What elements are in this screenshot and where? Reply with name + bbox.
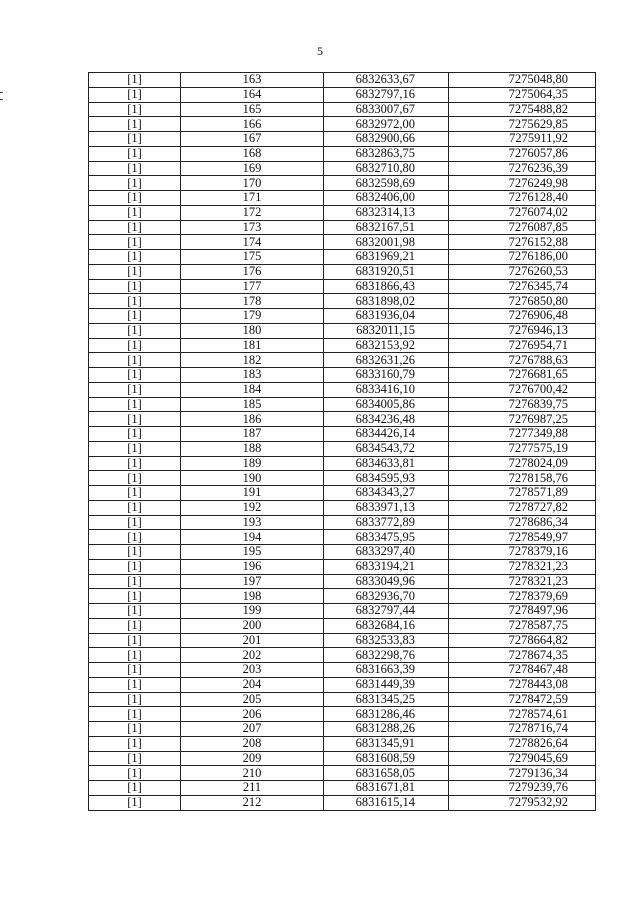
table-row <box>89 220 596 235</box>
point-number-cell: 179 <box>181 309 324 324</box>
y-coordinate-cell: 7278826,64 <box>449 736 596 751</box>
y-coordinate-cell: 7276236,39 <box>449 161 596 176</box>
table-row <box>89 353 596 368</box>
table-row <box>89 456 596 471</box>
point-number-cell: 191 <box>181 486 324 501</box>
y-coordinate-cell: 7279136,34 <box>449 766 596 781</box>
point-number-cell: 203 <box>181 663 324 678</box>
table-row <box>89 176 596 191</box>
point-number-cell: 200 <box>181 618 324 633</box>
zone-ref-cell: [1] <box>89 102 181 117</box>
point-number-cell: 185 <box>181 397 324 412</box>
table-row <box>89 412 596 427</box>
y-coordinate-cell: 7278443,08 <box>449 677 596 692</box>
x-coordinate-cell: 6832153,92 <box>324 338 449 353</box>
x-coordinate-cell: 6832298,76 <box>324 648 449 663</box>
table-row <box>89 559 596 574</box>
x-coordinate-cell: 6832598,69 <box>324 176 449 191</box>
x-coordinate-cell: 6832863,75 <box>324 146 449 161</box>
coordinates-table <box>88 72 596 811</box>
zone-ref-cell: [1] <box>89 309 181 324</box>
x-coordinate-cell: 6833416,10 <box>324 382 449 397</box>
point-number-cell: 166 <box>181 117 324 132</box>
y-coordinate-cell: 7278379,69 <box>449 589 596 604</box>
table-row <box>89 294 596 309</box>
point-number-cell: 175 <box>181 250 324 265</box>
x-coordinate-cell: 6834005,86 <box>324 397 449 412</box>
table-row <box>89 427 596 442</box>
x-coordinate-cell: 6833160,79 <box>324 368 449 383</box>
y-coordinate-cell: 7276850,80 <box>449 294 596 309</box>
point-number-cell: 167 <box>181 132 324 147</box>
x-coordinate-cell: 6832167,51 <box>324 220 449 235</box>
zone-ref-cell: [1] <box>89 397 181 412</box>
y-coordinate-cell: 7278549,97 <box>449 530 596 545</box>
x-coordinate-cell: 6832533,83 <box>324 633 449 648</box>
x-coordinate-cell: 6831345,25 <box>324 692 449 707</box>
point-number-cell: 205 <box>181 692 324 707</box>
point-number-cell: 210 <box>181 766 324 781</box>
table-row <box>89 589 596 604</box>
table-row <box>89 73 596 88</box>
zone-ref-cell: [1] <box>89 412 181 427</box>
zone-ref-cell: [1] <box>89 559 181 574</box>
table-row <box>89 235 596 250</box>
zone-ref-cell: [1] <box>89 294 181 309</box>
zone-ref-cell: [1] <box>89 353 181 368</box>
zone-ref-cell: [1] <box>89 722 181 737</box>
table-row <box>89 191 596 206</box>
zone-ref-cell: [1] <box>89 618 181 633</box>
zone-ref-cell: [1] <box>89 456 181 471</box>
x-coordinate-cell: 6833971,13 <box>324 500 449 515</box>
zone-ref-cell: [1] <box>89 382 181 397</box>
zone-ref-cell: [1] <box>89 279 181 294</box>
zone-ref-cell: [1] <box>89 87 181 102</box>
point-number-cell: 173 <box>181 220 324 235</box>
point-number-cell: 178 <box>181 294 324 309</box>
zone-ref-cell: [1] <box>89 633 181 648</box>
y-coordinate-cell: 7278024,09 <box>449 456 596 471</box>
point-number-cell: 172 <box>181 205 324 220</box>
y-coordinate-cell: 7276345,74 <box>449 279 596 294</box>
point-number-cell: 182 <box>181 353 324 368</box>
y-coordinate-cell: 7276700,42 <box>449 382 596 397</box>
y-coordinate-cell: 7276087,85 <box>449 220 596 235</box>
x-coordinate-cell: 6832972,00 <box>324 117 449 132</box>
x-coordinate-cell: 6831671,81 <box>324 781 449 796</box>
coordinates-table-body <box>89 73 596 811</box>
table-row <box>89 766 596 781</box>
x-coordinate-cell: 6833772,89 <box>324 515 449 530</box>
table-row <box>89 132 596 147</box>
y-coordinate-cell: 7276186,00 <box>449 250 596 265</box>
x-coordinate-cell: 6831286,46 <box>324 707 449 722</box>
table-row <box>89 692 596 707</box>
point-number-cell: 174 <box>181 235 324 250</box>
point-number-cell: 193 <box>181 515 324 530</box>
point-number-cell: 204 <box>181 677 324 692</box>
x-coordinate-cell: 6831658,05 <box>324 766 449 781</box>
zone-ref-cell: [1] <box>89 751 181 766</box>
point-number-cell: 176 <box>181 264 324 279</box>
point-number-cell: 211 <box>181 781 324 796</box>
x-coordinate-cell: 6832797,16 <box>324 87 449 102</box>
y-coordinate-cell: 7276260,53 <box>449 264 596 279</box>
zone-ref-cell: [1] <box>89 161 181 176</box>
point-number-cell: 188 <box>181 441 324 456</box>
zone-ref-cell: [1] <box>89 427 181 442</box>
point-number-cell: 163 <box>181 73 324 88</box>
point-number-cell: 207 <box>181 722 324 737</box>
table-row <box>89 471 596 486</box>
point-number-cell: 184 <box>181 382 324 397</box>
y-coordinate-cell: 7276128,40 <box>449 191 596 206</box>
x-coordinate-cell: 6833194,21 <box>324 559 449 574</box>
x-coordinate-cell: 6833475,95 <box>324 530 449 545</box>
y-coordinate-cell: 7277349,88 <box>449 427 596 442</box>
point-number-cell: 170 <box>181 176 324 191</box>
table-row <box>89 736 596 751</box>
zone-ref-cell: [1] <box>89 707 181 722</box>
table-row <box>89 707 596 722</box>
zone-ref-cell: [1] <box>89 441 181 456</box>
zone-ref-cell: [1] <box>89 781 181 796</box>
y-coordinate-cell: 7278574,61 <box>449 707 596 722</box>
x-coordinate-cell: 6832936,70 <box>324 589 449 604</box>
y-coordinate-cell: 7278321,23 <box>449 574 596 589</box>
x-coordinate-cell: 6832314,13 <box>324 205 449 220</box>
x-coordinate-cell: 6832797,44 <box>324 604 449 619</box>
x-coordinate-cell: 6832633,67 <box>324 73 449 88</box>
y-coordinate-cell: 7275048,80 <box>449 73 596 88</box>
y-coordinate-cell: 7279045,69 <box>449 751 596 766</box>
zone-ref-cell: [1] <box>89 677 181 692</box>
x-coordinate-cell: 6832011,15 <box>324 323 449 338</box>
zone-ref-cell: [1] <box>89 368 181 383</box>
point-number-cell: 209 <box>181 751 324 766</box>
point-number-cell: 164 <box>181 87 324 102</box>
point-number-cell: 202 <box>181 648 324 663</box>
table-row <box>89 618 596 633</box>
y-coordinate-cell: 7276906,48 <box>449 309 596 324</box>
point-number-cell: 206 <box>181 707 324 722</box>
table-row <box>89 751 596 766</box>
scan-margin-mark <box>0 92 3 93</box>
point-number-cell: 169 <box>181 161 324 176</box>
y-coordinate-cell: 7275064,35 <box>449 87 596 102</box>
point-number-cell: 187 <box>181 427 324 442</box>
table-row <box>89 250 596 265</box>
zone-ref-cell: [1] <box>89 132 181 147</box>
y-coordinate-cell: 7276954,71 <box>449 338 596 353</box>
x-coordinate-cell: 6834426,14 <box>324 427 449 442</box>
table-row <box>89 309 596 324</box>
zone-ref-cell: [1] <box>89 574 181 589</box>
point-number-cell: 171 <box>181 191 324 206</box>
zone-ref-cell: [1] <box>89 220 181 235</box>
x-coordinate-cell: 6833007,67 <box>324 102 449 117</box>
x-coordinate-cell: 6831288,26 <box>324 722 449 737</box>
x-coordinate-cell: 6834236,48 <box>324 412 449 427</box>
page-number: 5 <box>317 44 323 58</box>
y-coordinate-cell: 7278674,35 <box>449 648 596 663</box>
point-number-cell: 189 <box>181 456 324 471</box>
y-coordinate-cell: 7275488,82 <box>449 102 596 117</box>
point-number-cell: 165 <box>181 102 324 117</box>
zone-ref-cell: [1] <box>89 176 181 191</box>
point-number-cell: 183 <box>181 368 324 383</box>
table-row <box>89 663 596 678</box>
zone-ref-cell: [1] <box>89 795 181 810</box>
x-coordinate-cell: 6831663,39 <box>324 663 449 678</box>
y-coordinate-cell: 7275629,85 <box>449 117 596 132</box>
zone-ref-cell: [1] <box>89 589 181 604</box>
x-coordinate-cell: 6834633,81 <box>324 456 449 471</box>
table-row <box>89 677 596 692</box>
y-coordinate-cell: 7278571,89 <box>449 486 596 501</box>
x-coordinate-cell: 6834595,93 <box>324 471 449 486</box>
x-coordinate-cell: 6831969,21 <box>324 250 449 265</box>
y-coordinate-cell: 7278686,34 <box>449 515 596 530</box>
x-coordinate-cell: 6833297,40 <box>324 545 449 560</box>
scan-margin-mark <box>0 99 3 100</box>
table-row <box>89 486 596 501</box>
y-coordinate-cell: 7278472,59 <box>449 692 596 707</box>
y-coordinate-cell: 7276152,88 <box>449 235 596 250</box>
table-row <box>89 648 596 663</box>
x-coordinate-cell: 6831866,43 <box>324 279 449 294</box>
zone-ref-cell: [1] <box>89 515 181 530</box>
zone-ref-cell: [1] <box>89 146 181 161</box>
y-coordinate-cell: 7279532,92 <box>449 795 596 810</box>
zone-ref-cell: [1] <box>89 692 181 707</box>
y-coordinate-cell: 7278497,96 <box>449 604 596 619</box>
y-coordinate-cell: 7276987,25 <box>449 412 596 427</box>
zone-ref-cell: [1] <box>89 530 181 545</box>
zone-ref-cell: [1] <box>89 205 181 220</box>
zone-ref-cell: [1] <box>89 486 181 501</box>
y-coordinate-cell: 7276681,65 <box>449 368 596 383</box>
point-number-cell: 168 <box>181 146 324 161</box>
zone-ref-cell: [1] <box>89 338 181 353</box>
zone-ref-cell: [1] <box>89 736 181 751</box>
y-coordinate-cell: 7279239,76 <box>449 781 596 796</box>
point-number-cell: 212 <box>181 795 324 810</box>
table-row <box>89 87 596 102</box>
table-row <box>89 117 596 132</box>
table-row <box>89 102 596 117</box>
zone-ref-cell: [1] <box>89 545 181 560</box>
y-coordinate-cell: 7276074,02 <box>449 205 596 220</box>
zone-ref-cell: [1] <box>89 604 181 619</box>
table-row <box>89 338 596 353</box>
table-row <box>89 722 596 737</box>
table-row <box>89 264 596 279</box>
x-coordinate-cell: 6831345,91 <box>324 736 449 751</box>
y-coordinate-cell: 7276788,63 <box>449 353 596 368</box>
y-coordinate-cell: 7275911,92 <box>449 132 596 147</box>
table-row <box>89 205 596 220</box>
zone-ref-cell: [1] <box>89 73 181 88</box>
point-number-cell: 190 <box>181 471 324 486</box>
x-coordinate-cell: 6831615,14 <box>324 795 449 810</box>
zone-ref-cell: [1] <box>89 648 181 663</box>
point-number-cell: 196 <box>181 559 324 574</box>
y-coordinate-cell: 7276249,98 <box>449 176 596 191</box>
table-row <box>89 146 596 161</box>
zone-ref-cell: [1] <box>89 323 181 338</box>
table-row <box>89 633 596 648</box>
point-number-cell: 194 <box>181 530 324 545</box>
x-coordinate-cell: 6832406,00 <box>324 191 449 206</box>
point-number-cell: 195 <box>181 545 324 560</box>
y-coordinate-cell: 7278727,82 <box>449 500 596 515</box>
table-row <box>89 279 596 294</box>
zone-ref-cell: [1] <box>89 663 181 678</box>
y-coordinate-cell: 7278379,16 <box>449 545 596 560</box>
zone-ref-cell: [1] <box>89 471 181 486</box>
point-number-cell: 181 <box>181 338 324 353</box>
x-coordinate-cell: 6832900,66 <box>324 132 449 147</box>
point-number-cell: 208 <box>181 736 324 751</box>
point-number-cell: 186 <box>181 412 324 427</box>
x-coordinate-cell: 6834543,72 <box>324 441 449 456</box>
y-coordinate-cell: 7276839,75 <box>449 397 596 412</box>
table-row <box>89 530 596 545</box>
x-coordinate-cell: 6831898,02 <box>324 294 449 309</box>
x-coordinate-cell: 6833049,96 <box>324 574 449 589</box>
table-row <box>89 323 596 338</box>
table-row <box>89 161 596 176</box>
point-number-cell: 197 <box>181 574 324 589</box>
x-coordinate-cell: 6832631,26 <box>324 353 449 368</box>
y-coordinate-cell: 7278716,74 <box>449 722 596 737</box>
table-row <box>89 441 596 456</box>
point-number-cell: 198 <box>181 589 324 604</box>
y-coordinate-cell: 7277575,19 <box>449 441 596 456</box>
zone-ref-cell: [1] <box>89 191 181 206</box>
y-coordinate-cell: 7278587,75 <box>449 618 596 633</box>
x-coordinate-cell: 6832001,98 <box>324 235 449 250</box>
y-coordinate-cell: 7276057,86 <box>449 146 596 161</box>
y-coordinate-cell: 7278664,82 <box>449 633 596 648</box>
zone-ref-cell: [1] <box>89 264 181 279</box>
zone-ref-cell: [1] <box>89 250 181 265</box>
point-number-cell: 201 <box>181 633 324 648</box>
table-row <box>89 382 596 397</box>
zone-ref-cell: [1] <box>89 235 181 250</box>
x-coordinate-cell: 6831608,59 <box>324 751 449 766</box>
zone-ref-cell: [1] <box>89 117 181 132</box>
table-row <box>89 795 596 810</box>
x-coordinate-cell: 6834343,27 <box>324 486 449 501</box>
table-row <box>89 604 596 619</box>
table-row <box>89 500 596 515</box>
y-coordinate-cell: 7278158,76 <box>449 471 596 486</box>
point-number-cell: 199 <box>181 604 324 619</box>
y-coordinate-cell: 7278467,48 <box>449 663 596 678</box>
x-coordinate-cell: 6831449,39 <box>324 677 449 692</box>
table-row <box>89 397 596 412</box>
x-coordinate-cell: 6831936,04 <box>324 309 449 324</box>
table-row <box>89 545 596 560</box>
x-coordinate-cell: 6832684,16 <box>324 618 449 633</box>
y-coordinate-cell: 7276946,13 <box>449 323 596 338</box>
zone-ref-cell: [1] <box>89 500 181 515</box>
y-coordinate-cell: 7278321,23 <box>449 559 596 574</box>
x-coordinate-cell: 6832710,80 <box>324 161 449 176</box>
table-row <box>89 368 596 383</box>
point-number-cell: 177 <box>181 279 324 294</box>
table-row <box>89 781 596 796</box>
point-number-cell: 180 <box>181 323 324 338</box>
zone-ref-cell: [1] <box>89 766 181 781</box>
table-row <box>89 574 596 589</box>
table-row <box>89 515 596 530</box>
x-coordinate-cell: 6831920,51 <box>324 264 449 279</box>
point-number-cell: 192 <box>181 500 324 515</box>
